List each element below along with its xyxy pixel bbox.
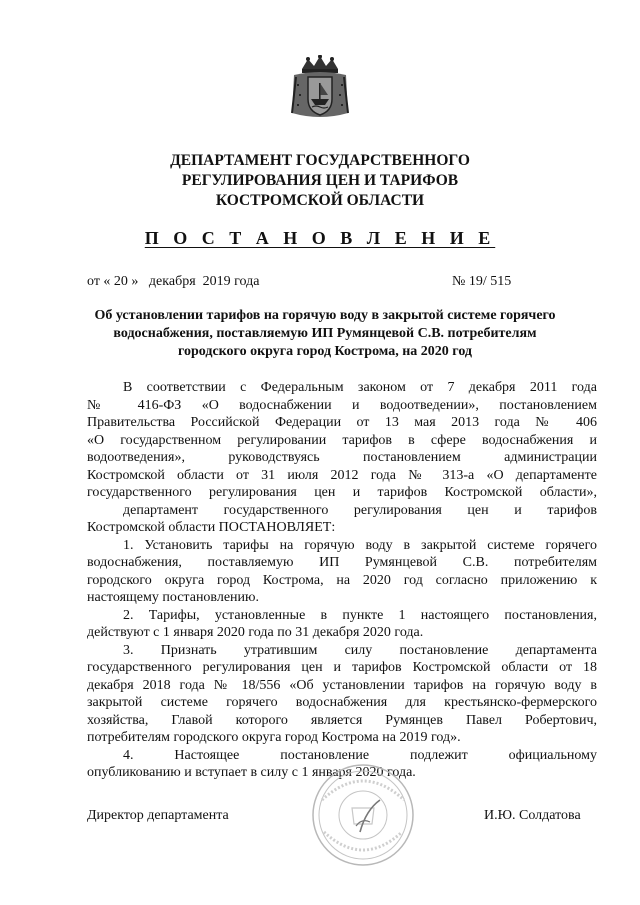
body-line: настоящему постановлению. [87,590,259,605]
body-line: Костромской области от 31 июля 2012 года № 313-а «О департаменте [87,467,597,483]
body-line: городского округа город Кострома, на 2020 год согласно приложению к [87,572,597,588]
department-line-1: ДЕПАРТАМЕНТ ГОСУДАРСТВЕННОГО [170,152,470,169]
signatory-title: Директор департамента [87,808,229,823]
body-line: декабря 2018 года № 18/556 «Об установлении тарифов на горячую воду в [87,677,597,693]
body-line: хозяйства, Главой которого является Румянцев Павел Робертович, [87,712,597,728]
body-line: государственного регулирования цен и тарифов Костромской области от 18 [87,660,597,675]
body-line: государственного регулирования цен и тарифов Костромской области», [87,485,597,500]
body-line: 4. Настоящее постановление подлежит официальному [123,747,597,763]
document-date: от « 20 » декабря 2019 года [87,274,260,289]
body-line: водоотведения», руководствуясь постановлением администрации [87,450,597,465]
body-line: Костромской области ПОСТАНОВЛЯЕТ: [87,520,336,535]
body-line: 3. Признать утратившим силу постановление департамента [123,642,597,658]
body-line: действуют с 1 января 2020 года по 31 декабря 2020 года. [87,625,424,640]
document-number: № 19/ 515 [452,274,512,289]
body-line: В соответствии с Федеральным законом от 7 декабря 2011 года [123,380,597,395]
coat-of-arms-icon [288,55,352,123]
department-name [0,151,640,211]
body-line: закрытой системе горячего водоснабжения для крестьянско-фермерского [87,695,597,710]
body-line: № 416-ФЗ «О водоснабжении и водоотведении», постановлением [87,397,597,413]
document-type-text: П О С Т А Н О В Л Е Н И Е [144,228,496,248]
subject-line: водоснабжения, поставляемую ИП Румянцевой С.В. потребителям [113,326,537,341]
document-type [0,228,640,249]
body-line: «О государственном регулировании тарифов в сфере водоснабжения и [87,432,597,448]
body-line: опубликованию и вступает в силу с 1 января 2020 года. [87,765,416,780]
department-line-3: КОСТРОМСКОЙ ОБЛАСТИ [215,192,425,209]
body-line: 2. Тарифы, установленные в пункте 1 настоящего постановления, [123,607,597,623]
document-body [87,379,597,782]
subject-line: Об установлении тарифов на горячую воду в закрытой системе горячего [94,308,556,323]
body-line: водоснабжения, поставляемую ИП Румянцевой С.В. потребителям [87,555,597,570]
subject-line: городского округа город Кострома, на 2020 год [177,344,472,359]
document-subject [80,307,570,361]
signatory-name: И.Ю. Солдатова [484,808,581,823]
body-line: департамент государственного регулирования цен и тарифов [123,502,597,518]
official-stamp-icon [308,760,418,870]
body-line: Правительства Российской Федерации от 13 мая 2013 года № 406 [87,415,597,430]
body-line: потребителям городского округа город Кострома на 2019 год». [87,730,461,745]
department-line-2: РЕГУЛИРОВАНИЯ ЦЕН И ТАРИФОВ [181,172,459,189]
body-line: 1. Установить тарифы на горячую воду в закрытой системе горячего [123,537,597,553]
